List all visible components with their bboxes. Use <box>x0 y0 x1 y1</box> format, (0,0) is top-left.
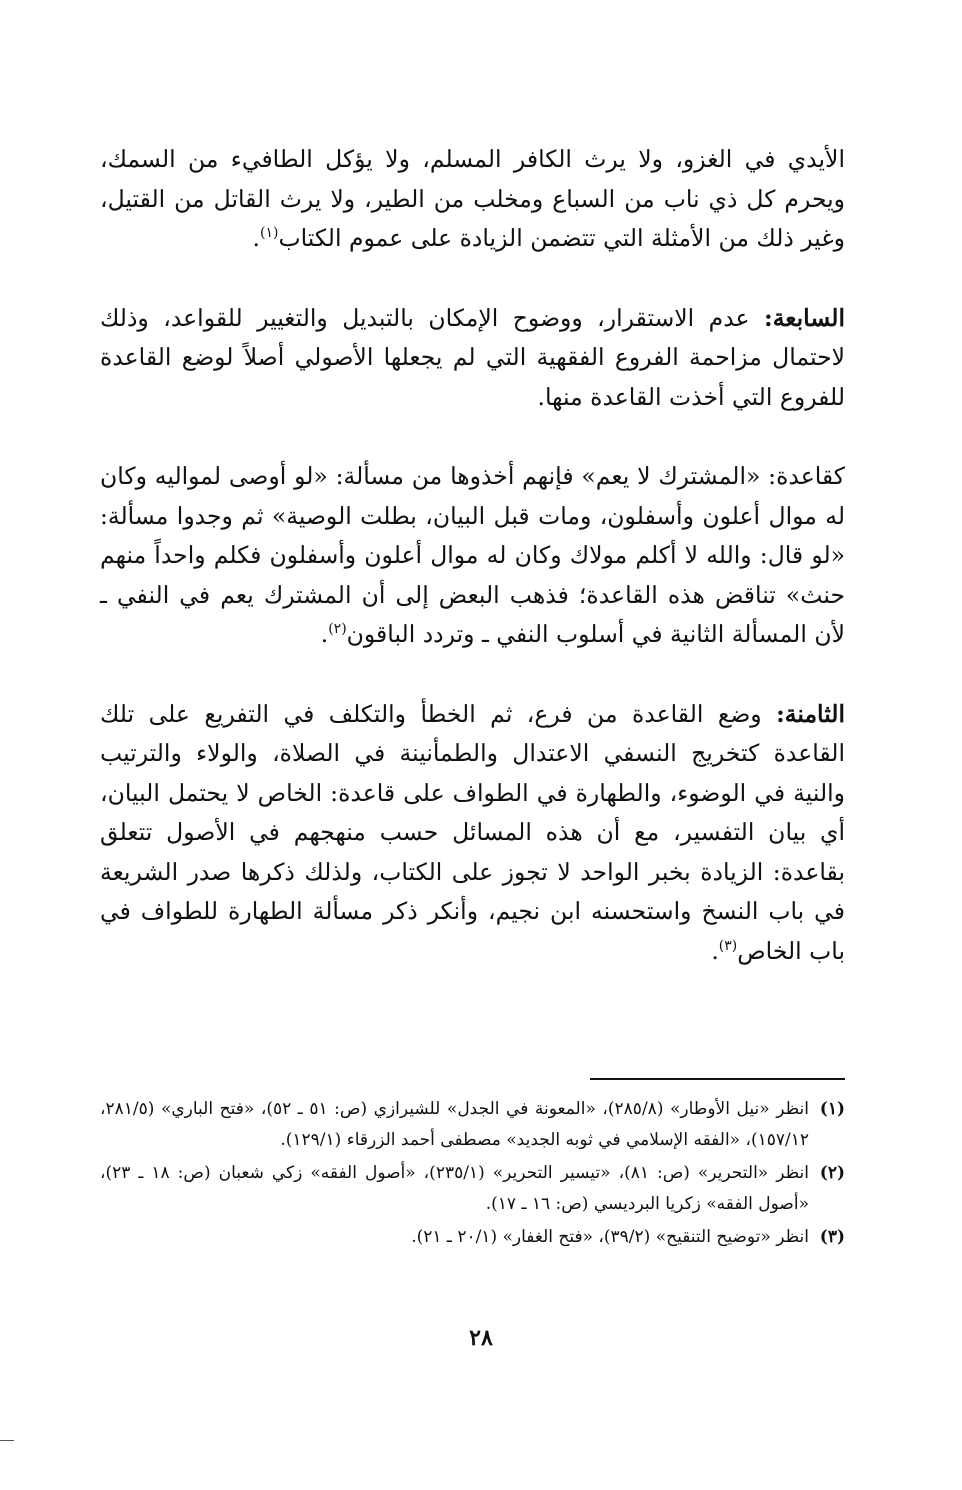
paragraph-4 <box>100 695 845 972</box>
footnote-number: (١) <box>819 1099 845 1119</box>
page-number: ٢٨ <box>469 1325 493 1351</box>
footnote-number: (٣) <box>819 1227 845 1247</box>
paragraph-tail: . <box>711 936 719 965</box>
footnotes-list <box>100 1094 845 1255</box>
paragraph-lead: الثامنة: <box>776 699 845 728</box>
paragraph-text: الأيدي في الغزو، ولا يرث الكافر المسلم، ولا يؤكل الطافيء من السمك، ويحرم كل ذي ناب من السباع ومخلب من الطير، ولا يرث القاتل من القتيل، وغير ذلك من الأمثلة التي تتضمن الزيادة على عموم الكتاب <box>100 145 845 252</box>
footnote-2 <box>100 1158 845 1220</box>
footnote-number: (٢) <box>819 1163 845 1183</box>
page-body <box>100 140 845 1247</box>
footnote-3 <box>100 1222 845 1253</box>
margin-mark <box>0 1440 14 1441</box>
paragraph-lead: السابعة: <box>764 303 845 332</box>
footnote-text: انظر «نيل الأوطار» (٢٨٥/٨)، «المعونة في الجدل» للشيرازي (ص: ٥١ ـ ٥٢)، «فتح الباري» (٢٨١/٥، ١٥٧/١٢)، «الفقه الإسلامي في ثوبه الجديد» مصطفى أحمد الزرقاء (١٢٩/١). <box>100 1099 809 1150</box>
footnote-1 <box>100 1094 845 1156</box>
footnote-reference[interactable]: (١) <box>259 225 279 242</box>
footnote-text: انظر «التحرير» (ص: ٨١)، «تيسير التحرير» (٢٣٥/١)، «أصول الفقه» زكي شعبان (ص: ١٨ ـ ٢٣)، «أصول الفقه» زكريا البرديسي (ص: ١٦ ـ ١٧). <box>100 1163 809 1214</box>
paragraph-tail: . <box>320 620 329 648</box>
footnote-divider <box>590 1078 845 1080</box>
paragraph-text: عدم الاستقرار، ووضوح الإمكان بالتبديل والتغيير للقواعد، وذلك لاحتمال مزاحمة الفروع الفقهية التي لم يجعلها الأصولي أصلاً لوضع القاعدة للفروع التي أخذت القاعدة منها. <box>100 303 845 411</box>
paragraph-text: وضع القاعدة من فرع، ثم الخطأ والتكلف في التفريع على تلك القاعدة كتخريج النسفي الاعتدال والطمأنينة في الصلاة، والولاء والترتيب والنية في الوضوء، والطهارة في الطواف على قاعدة: الخاص لا يحتمل البيان، أي بيان التفسير، مع أن هذه المسائل حسب منهجهم في الأصول تتعلق بقاعدة: الزيادة بخبر الواحد لا تجوز على الكتاب، ولذلك ذكرها صدر الشريعة في باب النسخ واستحسنه ابن نجيم، وأنكر ذكر مسألة الطهارة للطواف في باب الخاص <box>100 699 845 965</box>
footnote-text: انظر «توضيح التنقيح» (٣٩/٢)، «فتح الغفار» (٢٠/١ ـ ٢١). <box>411 1227 809 1247</box>
paragraph-text: كقاعدة: «المشترك لا يعم» فإنهم أخذوها من مسألة: «لو أوصى لمواليه وكان له موال أعلون وأسفلون، ومات قبل البيان، بطلت الوصية» ثم وجدوا مسألة: «لو قال: والله لا أكلم مولاك وكان له موال أعلون وأسفلون فكلم واحداً منهم حنث» تناقض هذه القاعدة؛ فذهب البعض إلى أن المشترك يعم في النفي ـ لأن المسألة الثانية في أسلوب النفي ـ وتردد الباقون <box>100 462 845 648</box>
footnote-reference[interactable]: (٣) <box>718 937 738 954</box>
paragraph-2 <box>100 299 845 418</box>
paragraph-1 <box>100 140 845 259</box>
footnote-reference[interactable]: (٢) <box>328 621 347 638</box>
paragraph-tail: . <box>252 224 260 252</box>
paragraph-3 <box>100 457 845 655</box>
